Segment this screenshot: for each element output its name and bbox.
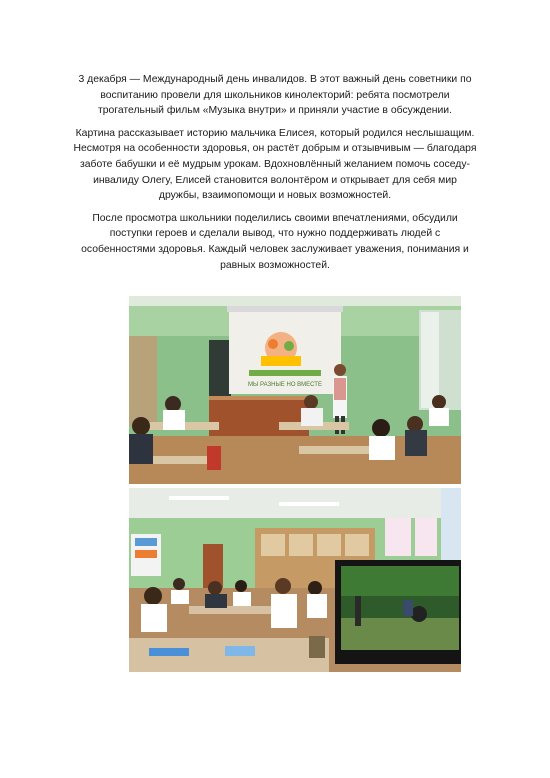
paragraph-intro: 3 декабря — Международный день инвалидов. В этот важный день советники по воспитанию провели для школьников кинолекторий: ребята посмотрели трогательный фильм «Музыка внутри» и приняли участие в обсуждении. (78, 74, 472, 117)
paragraph-film-description: Картина рассказывает историю мальчика Елисея, который родился неслышащим. Несмотря на особенности здоровья, он растёт добрым и отзывчивым — благодаря заботе бабушки и её мудрым урокам. Вдохновлённый желанием помочь соседу-инвалиду Олегу, Елисей становится волонтёром и открывает для себя мир дружбы, взаимопомощи и новых возможностей. (73, 127, 477, 202)
classroom-film-viewing-photo (129, 488, 461, 672)
paragraph-conclusion: После просмотра школьники поделились своими впечатлениями, обсудили поступки героев и сделали вывод, что нужно поддерживать людей с особенностями здоровья. Каждый человек заслуживает уважения, понимания и равных возможностей. (81, 212, 469, 271)
article-text (72, 72, 478, 280)
screen-text: МЫ РАЗНЫЕ НО ВМЕСТЕ (248, 382, 322, 388)
classroom-presentation-photo (129, 296, 461, 484)
